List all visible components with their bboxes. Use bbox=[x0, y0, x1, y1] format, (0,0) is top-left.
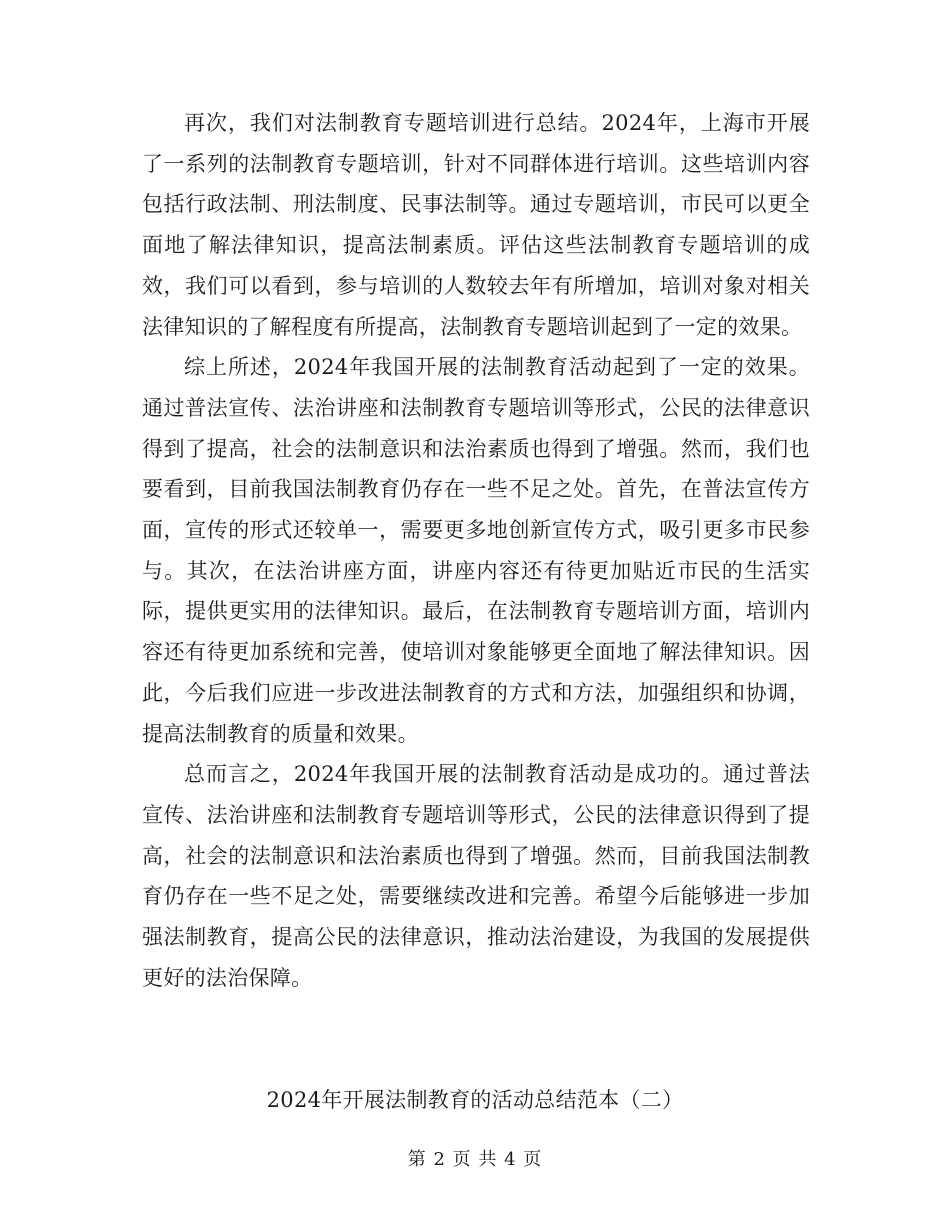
section-title: 2024年开展法制教育的活动总结范本（二） bbox=[266, 1088, 684, 1112]
paragraph-training-summary: 再次，我们对法制教育专题培训进行总结。2024年，上海市开展了一系列的法制教育专题培训，针对不同群体进行培训。这些培训内容包括行政法制、刑法制度、民事法制等。通过专题培训，市民可以更全面地了解法律知识，提高法制素质。评估这些法制教育专题培训的成效，我们可以看到，参与培训的人数较去年有所增加，培训对象对相关法律知识的了解程度有所提高，法制教育专题培训起到了一定的效果。 bbox=[142, 111, 810, 339]
page-number-footer: 第 2 页 共 4 页 bbox=[407, 1149, 543, 1170]
paragraph-conclusion: 总而言之，2024年我国开展的法制教育活动是成功的。通过普法宣传、法治讲座和法制教育专题培训等形式，公民的法律意识得到了提高，社会的法制意识和法治素质也得到了增强。然而，目前我国法制教育仍存在一些不足之处，需要继续改进和完善。希望今后能够进一步加强法制教育，提高公民的法律意识，推动法治建设，为我国的发展提供更好的法治保障。 bbox=[142, 762, 810, 990]
document-body bbox=[142, 103, 810, 998]
paragraph-overall-summary: 综上所述，2024年我国开展的法制教育活动起到了一定的效果。通过普法宣传、法治讲座和法制教育专题培训等形式，公民的法律意识得到了提高，社会的法制意识和法治素质也得到了增强。然而，我们也要看到，目前我国法制教育仍存在一些不足之处。首先，在普法宣传方面，宣传的形式还较单一，需要更多地创新宣传方式，吸引更多市民参与。其次，在法治讲座方面，讲座内容还有待更加贴近市民的生活实际，提供更实用的法律知识。最后，在法制教育专题培训方面，培训内容还有待更加系统和完善，使培训对象能够更全面地了解法律知识。因此，今后我们应进一步改进法制教育的方式和方法，加强组织和协调，提高法制教育的质量和效果。 bbox=[142, 355, 810, 746]
